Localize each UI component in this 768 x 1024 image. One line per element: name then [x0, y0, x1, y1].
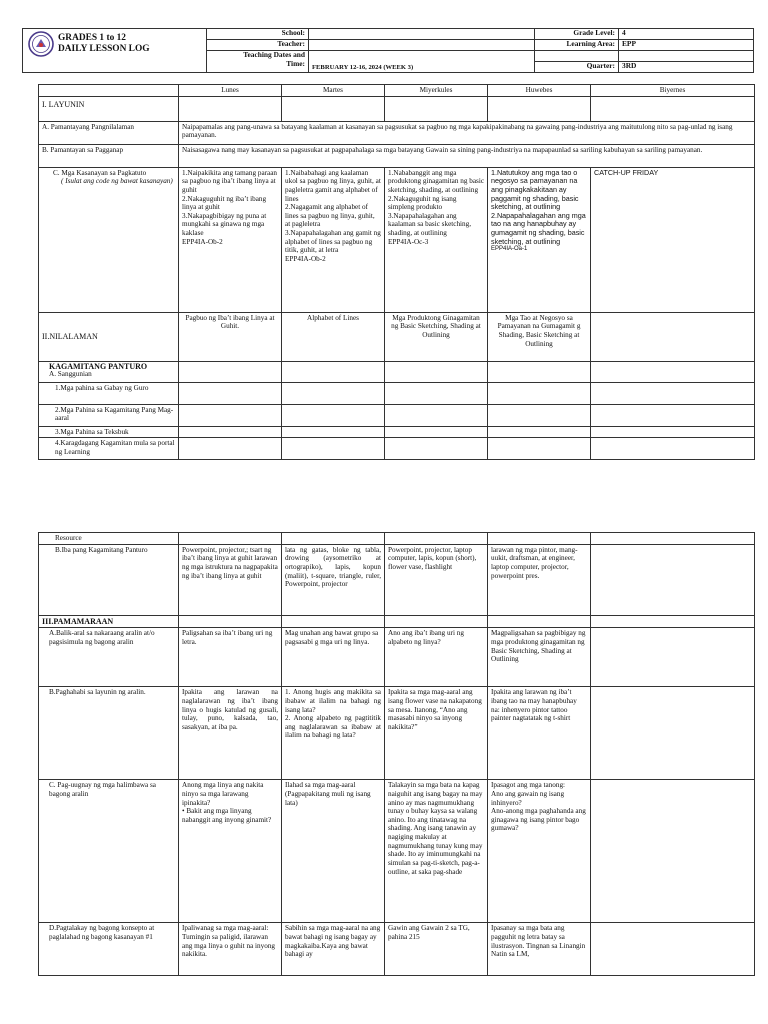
- balik-martes: Mag unahan ang bawat grupo sa pagsasabi g mga uri ng linya.: [282, 628, 385, 687]
- iba-martes: lata ng gatas, bloke ng tabla, drowing (aysometriko at ortograpiko), lapis, kopun (maliit), t-square, triangle, ruler, Powerpoint, projector: [282, 544, 385, 615]
- pag-uugnay-miyerkules: Talakayin sa mga bata na kapag naiguhit ang isang bagay na may anino ay mas nagmumukhang tunay o buhay kaysa sa walang anino. Ito ang tinatawag na shading. Ang isang tanawin ay nagiging makulay at nagmumukhang tunay kung may shade. Ito ay iminumungkahi na simulan sa pag-ti-sketch, pag-a-outline, at saka pag-shade: [385, 780, 488, 923]
- area-value[interactable]: EPP: [619, 40, 754, 51]
- karagdagang-label: 4.Karagdagang Kagamitan mula sa portal ng Learning: [39, 438, 179, 460]
- pagtalakay-lunes: Ipaliwanag sa mga mag-aaral: Tumingin sa paligid, ilarawan ang mga linya o guhit na inyong nakikita.: [179, 923, 282, 976]
- balik-miyerkules: Ano ang iba’t ibang uri ng alpabeto ng linya?: [385, 628, 488, 687]
- quarter-label: Quarter:: [535, 62, 619, 73]
- page-title: GRADES 1 to 12 DAILY LESSON LOG: [58, 33, 150, 54]
- pamamaraan-heading: III.PAMAMARAAN: [39, 615, 179, 628]
- kasanayan-martes: 1.Naibabahagi ang kaalaman ukol sa pagbuo ng linya, guhit, at pagleletra gamit ang alphabet of lines 2.Nagagamit ang alphabet of lines sa pagbuo ng linya, guhit, at pagleletra 3.Napapahalagahan ang gamit ng alphabet of lines sa pagbuo ng titik, guhit, at letra EPP4IA-Ob-2: [282, 167, 385, 312]
- resource-label: Resource: [39, 533, 179, 545]
- nilalaman-miyerkules: Mga Produktong Ginagamitan ng Basic Sketching, Shading at Outlining: [385, 312, 488, 361]
- iba-label: B.Iba pang Kagamitang Panturo: [39, 544, 179, 615]
- pamantayang-label: A. Pamantayang Pangnilalaman: [39, 121, 179, 144]
- iba-lunes: Powerpoint, projector,; tsart ng iba’t ibang linya at guhit larawan ng mga istruktura na nagpapakita ng iba’t ibang linya at guhit: [179, 544, 282, 615]
- iba-miyerkules: Powerpoint, projector, laptop computer, lapis, kopun (short), flower vase, flashlight: [385, 544, 488, 615]
- pag-uugnay-lunes: Anong mga linya ang nakita ninyo sa mga larawang ipinakita? • Bakit ang mga linyang nabanggit ang inyong ginamit?: [179, 780, 282, 923]
- header-table: [22, 28, 754, 73]
- kagamitan-label: KAGAMITANG PANTURO A. Sanggunian: [39, 361, 179, 382]
- day-biyernes: Biyernes: [591, 85, 755, 97]
- teksbuk-label: 3.Mga Pahina sa Teksbuk: [39, 426, 179, 438]
- area-label: Learning Area:: [535, 40, 619, 51]
- grade-value[interactable]: 4: [619, 29, 754, 40]
- paghahabi-huwebes: Ipakita ang larawan ng iba’t ibang tao na may hanapbuhay na: inhenyero pintor tattoo painter nagtatatak ng t-shirt: [488, 687, 591, 780]
- pag-uugnay-label: C. Pag-uugnay ng mga halimbawa sa bagong aralin: [39, 780, 179, 923]
- teacher-label: Teacher:: [207, 40, 309, 51]
- pagtalakay-martes: Sabihin sa mga mag-aaral na ang bawat bahagi ng isang bagay ay magkakaiba.Kaya ang bawat bahagi ay: [282, 923, 385, 976]
- paghahabi-martes: 1. Anong hugis ang makikita sa ibabaw at ilalim na bahagi ng isang lata? 2. Anong alpabeto ng pagtititik ang naglalarawan sa ibabaw at ilalim na bahagi ng lata?: [282, 687, 385, 780]
- lesson-table-part2: [38, 532, 755, 976]
- teacher-value[interactable]: [309, 40, 535, 51]
- kasanayan-huwebes: 1.Natutukoy ang mga tao o negosyo sa pamayanan na ang pinagkakakitaan ay paggamit ng shading, basic sketching, at outlining 2.Napapahalagahan ang mga tao na ang hanapbuhay ay gumagamit ng shading, basic sketching, at outlining EPP4IA-Oa-1: [488, 167, 591, 312]
- day-huwebes: Huwebes: [488, 85, 591, 97]
- nilalaman-martes: Alphabet of Lines: [282, 312, 385, 361]
- gabay-label: 1.Mga pahina sa Gabay ng Guro: [39, 382, 179, 404]
- day-miyerkules: Miyerkules: [385, 85, 488, 97]
- pagtalakay-miyerkules: Gawin ang Gawain 2 sa TG, pahina 215: [385, 923, 488, 976]
- school-label: School:: [207, 29, 309, 40]
- day-martes: Martes: [282, 85, 385, 97]
- pagganap-label: B. Pamantayan sa Pagganap: [39, 144, 179, 167]
- kagamitan-pahina-label: 2.Mga Pahina sa Kagamitang Pang Mag-aaral: [39, 404, 179, 426]
- nilalaman-huwebes: Mga Tao at Negosyo sa Pamayanan na Gumagamit g Shading, Basic Sketching at Outlining: [488, 312, 591, 361]
- dates-value[interactable]: FEBRUARY 12-16, 2024 (WEEK 3): [309, 51, 535, 73]
- balik-lunes: Paligsahan sa iba’t ibang uri ng letra.: [179, 628, 282, 687]
- iba-huwebes: larawan ng mga pintor, mang-uukit, draftsman, at engineer, laptop computer, projector, powerpoint pres.: [488, 544, 591, 615]
- lesson-table-part1: [38, 84, 755, 460]
- grade-label: Grade Level:: [535, 29, 619, 40]
- day-lunes: Lunes: [179, 85, 282, 97]
- kasanayan-biyernes: CATCH-UP FRIDAY: [591, 167, 755, 312]
- dates-label: Teaching Dates and Time:: [207, 51, 309, 73]
- paghahabi-miyerkules: Ipakita sa mga mag-aaral ang isang flower vase na nakapatong sa mesa. Itanong, “Ano ang masasabi ninyo sa inyong nakikita?”: [385, 687, 488, 780]
- layunin-heading: I. LAYUNIN: [39, 96, 179, 121]
- pagtalakay-label: D.Pagtalakay ng bagong konsepto at paglalahad ng bagong kasanayan #1: [39, 923, 179, 976]
- nilalaman-lunes: Pagbuo ng Iba’t ibang Linya at Guhit.: [179, 312, 282, 361]
- pag-uugnay-martes: Ilahad sa mga mag-aaral (Pagpapakitang muli ng isang lata): [282, 780, 385, 923]
- kasanayan-lunes: 1.Naipakikita ang tamang paraan sa pagbuo ng iba’t ibang linya at guhit 2.Nakaguguhit ng iba’t ibang linya at guhit 3.Nakapagbibigay ng puna at mungkahi sa ginawa ng mga kaklase EPP4IA-Ob-2: [179, 167, 282, 312]
- quarter-value[interactable]: 3RD: [619, 62, 754, 73]
- nilalaman-label: II.NILALAMAN: [39, 312, 179, 361]
- balik-huwebes: Magpaligsahan sa pagbibigay ng mga produktong ginagamitan ng Basic Sketching, Shading at Outlining: [488, 628, 591, 687]
- kasanayan-miyerkules: 1.Nababanggit ang mga produktong ginagamitan ng basic sketching, shading, at outlining 2.Nakaguguhit ng isang simpleng produkto 3.Napapahalagahan ang kaalaman sa basic sketching, shading, at outlining EPP4IA-Oc-3: [385, 167, 488, 312]
- pagganap-text: Naisasagawa nang may kasanayan sa pagsusukat at pagpapahalaga sa mga batayang Gawain sa sining pang-industriya na mapapaunlad sa sariling kabuhayan sa sariling pamayanan.: [179, 144, 755, 167]
- kasanayan-label: C. Mga Kasanayan sa Pagkatuto ( Isulat ang code ng bawat kasanayan): [39, 167, 179, 312]
- pagtalakay-huwebes: Ipasanay sa mga bata ang pagguhit ng letra batay sa ilustrasyon. Tingnan sa Linangin Natin sa LM,: [488, 923, 591, 976]
- pag-uugnay-huwebes: Ipasagot ang mga tanong: Ano ang gawain ng isang inhinyero? Ano-anong mga paghahanda ang ginagawa ng isang pintor bago gumawa?: [488, 780, 591, 923]
- paghahabi-label: B.Paghahabi sa layunin ng aralin.: [39, 687, 179, 780]
- pamantayang-text: Naipapamalas ang pang-unawa sa batayang kaalaman at kasanayan sa pagsusukat sa pagbuo ng mga kapakipakinabang na gawaing pang-industriya ang maitutulong nito sa pag-unlad ng isang pamayanan.: [179, 121, 755, 144]
- school-value[interactable]: [309, 29, 535, 40]
- paghahabi-lunes: Ipakita ang larawan na naglalarawan ng iba’t ibang linya o hugis katulad ng gusali, tulay, puno, kalsada, tao, sasakyan, at iba pa.: [179, 687, 282, 780]
- balik-label: A.Balik-aral sa nakaraang aralin at/o pagsisimula ng bagong aralin: [39, 628, 179, 687]
